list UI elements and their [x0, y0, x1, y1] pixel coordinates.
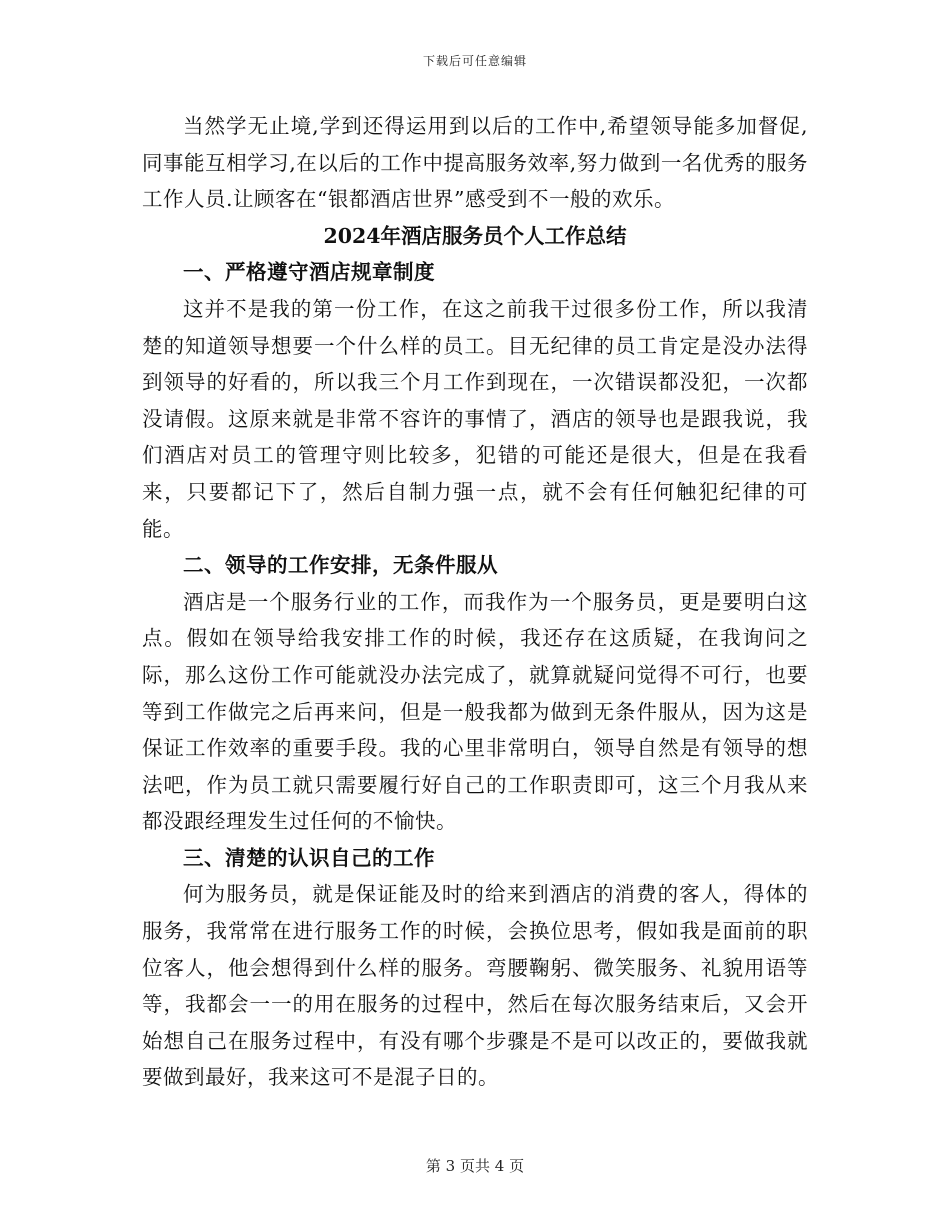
section-heading-1: 一、严格遵守酒店规章制度 — [183, 260, 435, 285]
section-heading-2: 二、领导的工作安排，无条件服从 — [183, 553, 498, 578]
document-title: 2024年酒店服务员个人工作总结 — [323, 223, 627, 248]
section-heading-3: 三、清楚的认识自己的工作 — [183, 845, 435, 870]
page-number: 第 3 页共 4 页 — [425, 1157, 525, 1175]
section-paragraph-3: 何为服务员，就是保证能及时的给来到酒店的消费的客人，得体的服务，我常常在进行服务工作的时候，会换位思考，假如我是面前的职位客人，他会想得到什么样的服务。弯腰鞠躬、微笑服务、礼貌用语等等，我都会一一的用在服务的过程中，然后在每次服务结束后，又会开始想自己在服务过程中，有没有哪个步骤是不是可以改正的，要做我就要做到最好，我来这可不是混子日的。 — [142, 882, 808, 1090]
section-paragraph-2: 酒店是一个服务行业的工作，而我作为一个服务员，更是要明白这点。假如在领导给我安排工作的时候，我还存在这质疑，在我询问之际，那么这份工作可能就没办法完成了，就算就疑问觉得不可行，也要等到工作做完之后再来问，但是一般我都为做到无条件服从，因为这是保证工作效率的重要手段。我的心里非常明白，领导自然是有领导的想法吧，作为员工就只需要履行好自己的工作职责即可，这三个月我从来都没跟经理发生过任何的不愉快。 — [142, 589, 808, 834]
document-body — [142, 108, 808, 1096]
page-header: 下载后可任意编辑 — [422, 54, 527, 68]
intro-paragraph: 当然学无止境,学到还得运用到以后的工作中,希望领导能多加督促,同事能互相学习,在以后的工作中提高服务效率,努力做到一名优秀的服务工作人员.让顾客在“银都酒店世界”感受到不一般的欢乐。 — [142, 114, 808, 212]
section-paragraph-1: 这并不是我的第一份工作，在这之前我干过很多份工作，所以我清楚的知道领导想要一个什么样的员工。目无纪律的员工肯定是没办法得到领导的好看的，所以我三个月工作到现在，一次错误都没犯，一次都没请假。这原来就是非常不容许的事情了，酒店的领导也是跟我说，我们酒店对员工的管理守则比较多，犯错的可能还是很大，但是在我看来，只要都记下了，然后自制力强一点，就不会有任何触犯纪律的可能。 — [142, 296, 808, 541]
